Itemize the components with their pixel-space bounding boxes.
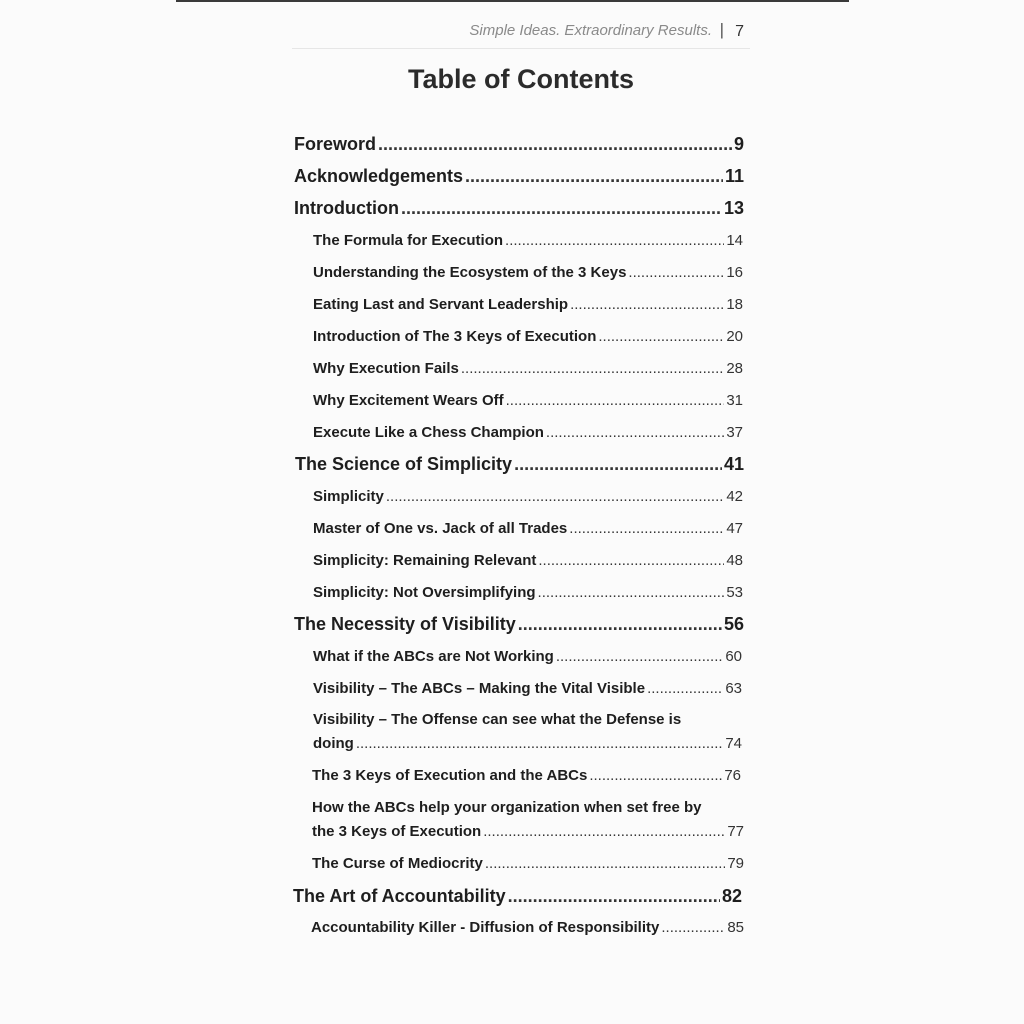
leader-dots	[378, 134, 732, 155]
toc-section-entry	[313, 680, 742, 700]
leader-dots	[589, 767, 722, 784]
toc-chapter-entry	[294, 198, 744, 222]
toc-chapter-entry	[293, 886, 742, 910]
toc-section-entry	[312, 823, 744, 843]
entry-page: 11	[724, 166, 744, 186]
entry-page: 56	[723, 614, 744, 634]
entry-title: The Art of Accountability	[293, 886, 506, 906]
entry-page: 37	[726, 424, 743, 441]
entry-title: Visibility – The ABCs – Making the Vital Visible	[313, 680, 646, 697]
running-header-title: Simple Ideas. Extraordinary Results.	[469, 22, 712, 39]
toc-section-entry	[313, 360, 743, 380]
entry-page: 77	[727, 823, 744, 840]
leader-dots	[465, 166, 723, 187]
toc-section-title-line1: How the ABCs help your organization when set free by	[312, 799, 702, 816]
leader-dots	[461, 360, 724, 377]
entry-page: 53	[726, 584, 743, 601]
entry-page: 85	[727, 919, 744, 936]
entry-title: Eating Last and Servant Leadership	[313, 296, 569, 313]
toc-section-title-line1: Visibility – The Offense can see what the Defense is	[313, 711, 682, 728]
entry-title: The Science of Simplicity	[295, 454, 513, 474]
entry-page: 74	[725, 735, 742, 752]
leader-dots	[505, 232, 724, 249]
entry-title: Simplicity: Remaining Relevant	[313, 552, 537, 569]
entry-page: 47	[726, 520, 743, 537]
toc-section-entry	[313, 648, 742, 668]
toc-section-entry	[313, 520, 743, 540]
entry-title: Simplicity: Not Oversimplifying	[313, 584, 536, 601]
entry-title: Why Excitement Wears Off	[313, 392, 504, 409]
toc-chapter-entry	[294, 166, 744, 190]
leader-dots	[485, 855, 725, 872]
entry-page: 18	[726, 296, 743, 313]
leader-dots	[514, 454, 722, 475]
entry-title: Understanding the Ecosystem of the 3 Keys	[313, 264, 627, 281]
leader-dots	[508, 886, 720, 907]
running-header-separator: |	[719, 20, 724, 39]
leader-dots	[569, 520, 724, 537]
entry-page: 48	[726, 552, 743, 569]
leader-dots	[356, 735, 723, 752]
entry-page: 13	[723, 198, 744, 218]
toc-chapter-entry	[294, 134, 744, 158]
leader-dots	[661, 919, 725, 936]
leader-dots	[647, 680, 723, 697]
entry-title: The Curse of Mediocrity	[312, 855, 483, 872]
entry-page: 31	[726, 392, 743, 409]
toc-section-entry	[313, 296, 743, 316]
entry-title: Acknowledgements	[294, 166, 464, 186]
entry-title: Accountability Killer - Diffusion of Responsibility	[311, 919, 660, 936]
entry-page: 28	[726, 360, 743, 377]
entry-title: doing	[313, 735, 354, 752]
entry-title: The Formula for Execution	[313, 232, 504, 249]
entry-title: The 3 Keys of Execution and the ABCs	[312, 767, 588, 784]
entry-title: Why Execution Fails	[313, 360, 459, 377]
leader-dots	[546, 424, 724, 441]
entry-title: What if the ABCs are Not Working	[313, 648, 554, 665]
entry-page: 60	[725, 648, 742, 665]
entry-page: 63	[725, 680, 742, 697]
toc-section-entry	[313, 735, 742, 755]
leader-dots	[598, 328, 724, 345]
toc-section-entry	[313, 584, 743, 604]
entry-page: 76	[724, 767, 741, 784]
page-title: Table of Contents	[408, 64, 634, 94]
leader-dots	[483, 823, 725, 840]
entry-page: 41	[723, 454, 744, 474]
leader-dots	[556, 648, 723, 665]
page-number: 7	[735, 23, 744, 40]
toc-chapter-entry	[295, 454, 744, 478]
entry-page: 16	[726, 264, 743, 281]
entry-page: 79	[727, 855, 744, 872]
leader-dots	[386, 488, 724, 505]
leader-dots	[518, 614, 722, 635]
entry-page: 82	[721, 886, 742, 906]
toc-section-entry	[313, 552, 743, 572]
toc-section-entry	[311, 919, 744, 939]
toc-section-entry	[313, 328, 743, 348]
entry-page: 20	[726, 328, 743, 345]
leader-dots	[401, 198, 722, 219]
toc-section-entry	[312, 855, 744, 875]
leader-dots	[628, 264, 724, 281]
toc-section-entry	[312, 767, 741, 787]
toc-section-entry	[313, 232, 743, 252]
entry-page: 14	[726, 232, 743, 249]
leader-dots	[538, 584, 725, 601]
entry-title: Master of One vs. Jack of all Trades	[313, 520, 568, 537]
entry-title: the 3 Keys of Execution	[312, 823, 482, 840]
entry-title: Execute Like a Chess Champion	[313, 424, 544, 441]
leader-dots	[538, 552, 724, 569]
toc-section-entry	[313, 424, 743, 444]
toc-chapter-entry	[294, 614, 744, 638]
toc-section-entry	[313, 264, 743, 284]
entry-title: Introduction	[294, 198, 399, 218]
entry-title: Foreword	[294, 134, 377, 154]
entry-page: 9	[733, 134, 744, 154]
entry-title: Introduction of The 3 Keys of Execution	[313, 328, 597, 345]
leader-dots	[506, 392, 725, 409]
toc-section-entry	[313, 488, 743, 508]
entry-page: 42	[726, 488, 743, 505]
entry-title: The Necessity of Visibility	[294, 614, 516, 634]
entry-title: Simplicity	[313, 488, 384, 505]
leader-dots	[570, 296, 724, 313]
toc-section-entry	[313, 392, 743, 412]
